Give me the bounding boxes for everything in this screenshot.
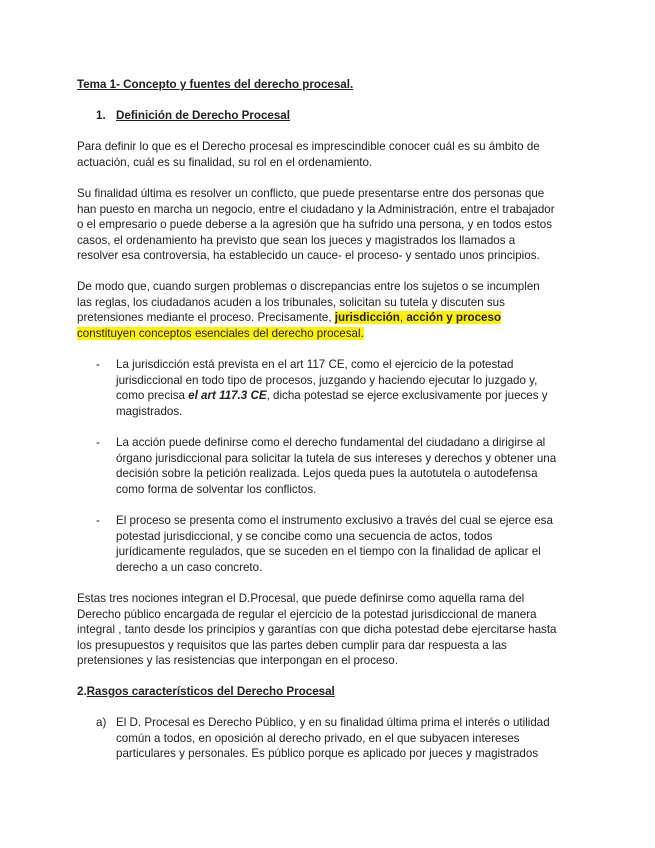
list-item-text: El D. Procesal es Derecho Público, y en su finalidad última prima el interés o utilidad común a todos, en oposición al derecho privado, en el que subyacen intereses particulares y personales. Es público porque es aplicado por jueces y magistrados (116, 716, 550, 761)
section-1-heading (96, 108, 576, 124)
paragraph-1: Para definir lo que es el Derecho procesal es imprescindible conocer cuál es su ámbito de actuación, cuál es su finalidad, su rol en el ordenamiento. (77, 140, 540, 169)
highlight-term-jurisdiccion: jurisdicción (334, 311, 400, 325)
document-title: Tema 1- Concepto y fuentes del derecho procesal. (77, 78, 354, 91)
paragraph-2: Su finalidad última es resolver un conflicto, que puede presentarse entre dos personas que han puesto en marcha un negocio, entre el ciudadano y la Administración, entre el trabajador o el empresario o puede deberse a la agresión que ha sufrido una persona, y en todos estos casos, el ordenamiento ha previsto que sean los jueces y magistrados los llamados a resolver esa controversia, ha establecido un cauce- el proceso- y sentado unos principios. (77, 187, 555, 263)
section-2-heading-text: Rasgos característicos del Derecho Procesal (86, 685, 335, 698)
bullet-dash: - (96, 436, 100, 449)
section-2-heading (77, 684, 557, 700)
list-item-a (96, 715, 558, 762)
highlight-term-accion-proceso: acción y proceso (406, 311, 502, 325)
section-1-number: 1. (96, 109, 106, 122)
paragraph-3-lead: De modo que, cuando surgen problemas o discrepancias entre los sujetos o se incumplen las reglas, los ciudadanos acuden a los tribunales, solicitan su tutela y discuten sus pretensiones mediante el proceso. Precisamente, (77, 280, 540, 325)
bullet-text: El proceso se presenta como el instrumento exclusivo a través del cual se ejerce esa potestad jurisdiccional, y se concibe como una secuencia de actos, todos jurídicamente regulados, que se suceden en el tiempo con la finalidad de aplicar el derecho a un caso concreto. (116, 514, 553, 574)
section-2-number: 2. (77, 685, 87, 698)
paragraph-3 (77, 279, 557, 341)
bullet-text (116, 357, 558, 419)
bullet-item-jurisdiccion (96, 357, 558, 419)
bullet-item-accion (96, 435, 558, 497)
bullet-item-proceso (96, 513, 558, 575)
bullet-dash: - (96, 358, 100, 371)
bullet-dash: - (96, 514, 100, 527)
highlight-separator: , (399, 311, 407, 325)
bullet-text-part-b: , dicha potestad se ejerce exclusivamente por jueces y magistrados. (116, 389, 548, 418)
section-1-heading-text: Definición de Derecho Procesal (116, 109, 290, 122)
highlight-tail: constituyen conceptos esenciales del derecho procesal. (77, 326, 364, 340)
paragraph-4: Estas tres nociones integran el D.Procesal, que puede definirse como aquella rama del Derecho público encargada de regular el ejercicio de la potestad jurisdiccional de manera integral , tanto desde los principios y garantías con que dicha potestad debe ejercitarse hasta los presupuestos y requisitos que las partes deben cumplir para dar respuesta a las pretensiones y las resistencias que interpongan en el proceso. (77, 592, 557, 668)
bullet-text: La acción puede definirse como el derecho fundamental del ciudadano a dirigirse al órgano jurisdiccional para solicitar la tutela de sus intereses y derechos y obtener una decisión sobre la petición realizada. Lejos queda pues la autotutela o autodefensa como forma de solventar los conflictos. (116, 436, 557, 496)
bullet-text-part-a: La jurisdicción está prevista en el art 117 CE, como el ejercicio de la potestad jurisdiccional en todo tipo de procesos, juzgando y haciendo ejecutar lo juzgado y, como precisa (116, 358, 538, 403)
list-item-marker: a) (96, 716, 107, 729)
bullet-emphasis: el art 117.3 CE (188, 389, 267, 403)
